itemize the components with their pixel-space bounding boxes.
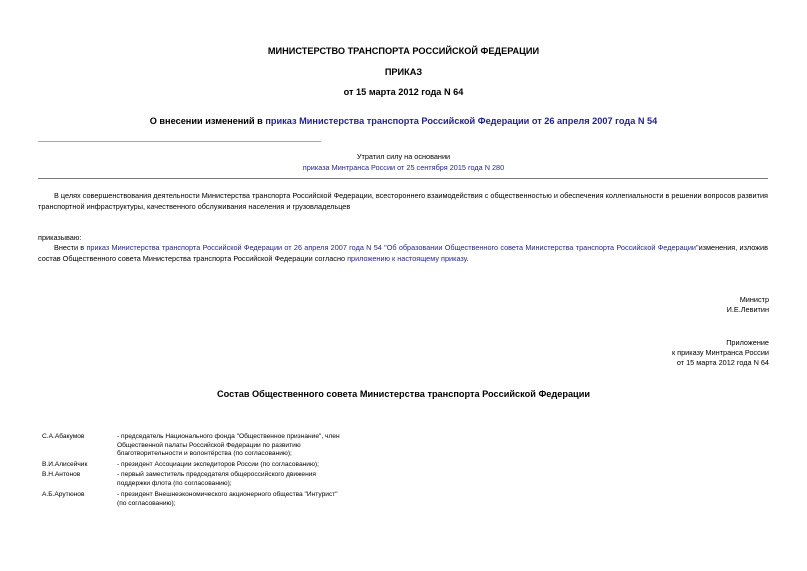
doc-title [0,116,807,126]
appendix-line-2: к приказу Минтранса России [671,348,769,357]
member-desc: - первый заместитель председателя общероссийского движения поддержки флота (по согласованию); [117,471,316,487]
council-title: Состав Общественного совета Министерства транспорта Российской Федерации [216,389,591,399]
member-name: С.А.Абакумов [42,433,85,440]
member-name: В.И.Алисейчик [42,461,88,468]
member-desc: - президент Внешнеэкономического акционерного общества "Интурист" (по согласованию); [117,491,338,507]
divider-short [38,141,321,142]
status-line-1: Утратил силу на основании [356,152,451,161]
member-name: В.Н.Антонов [42,471,81,478]
appendix-block [672,338,769,368]
signature-name: И.Е.Левитин [726,305,769,314]
doc-title-prefix: О внесении изменений в [149,116,266,126]
member-desc: - президент Ассоциации экспедиторов России (по согласованию); [117,461,319,468]
order-word: приказываю: [38,233,82,242]
status-link[interactable]: приказа Минтранса России от 25 сентября 2015 года N 280 [302,163,505,172]
doc-date: от 15 марта 2012 года N 64 [343,87,464,97]
signature-position: Министр [739,295,769,304]
clause-paragraph [38,243,768,264]
doc-title-link[interactable]: приказ Министерства транспорта Российской Федерации от 26 апреля 2007 года N 54 [265,116,658,126]
clause-end: . [466,253,469,263]
appendix-line-3: от 15 марта 2012 года N 64 [676,358,769,367]
ministry-heading: МИНИСТЕРСТВО ТРАНСПОРТА РОССИЙСКОЙ ФЕДЕРАЦИИ [267,46,540,56]
member-desc: - председатель Национального фонда "Общественное признание", член Общественной палаты Российской Федерации по развитию благотворительности и волонтёрства (по согласованию); [117,433,340,458]
member-name: А.Б.Арутюнов [42,491,85,498]
clause-prefix: Внести в [54,243,87,252]
clause-link-order[interactable]: приказ Министерства транспорта Российской Федерации от 26 апреля 2007 года N 54 "Об образовании Общественного совета Министерства транспорта Российской Федерации" [86,243,699,252]
intro-paragraph: В целях совершенствования деятельности Министерства транспорта Российской Федерации, всестороннего взаимодействия с общественностью и обеспечения коллегиальности в решении вопросов развития транспортной инфраструктуры, качественного обслуживания населения и грузовладельцев [38,191,768,211]
clause-middle: изменения, изложив состав Общественного совета Министерства транспорта Российской Федерации согласно [38,243,769,263]
clause-link-appendix[interactable]: приложению к настоящему приказу [347,253,467,263]
divider-full [38,178,768,179]
doc-type-heading: ПРИКАЗ [384,67,423,77]
appendix-line-1: Приложение [726,338,769,347]
signature-block [727,295,769,315]
